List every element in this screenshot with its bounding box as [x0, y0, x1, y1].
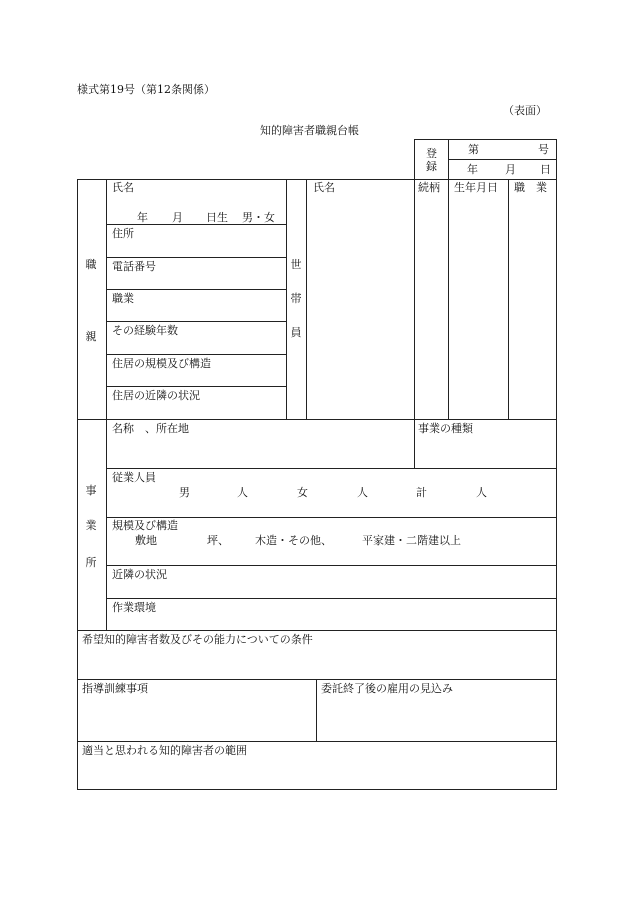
work-environment-label: 作業環境: [112, 601, 156, 614]
household-char-3: 員: [290, 326, 302, 339]
floors-label: 平家建・二階建以上: [362, 534, 461, 547]
registration-day: 日: [540, 163, 551, 176]
suitable-range-label: 適当と思われる知的障害者の範囲: [82, 744, 247, 757]
page-title: 知的障害者職親台帳: [260, 124, 359, 137]
wooden-label: 木造・その他、: [255, 534, 332, 547]
employees-male-unit: 人: [237, 486, 248, 499]
household-relation-header: 続柄: [418, 181, 440, 194]
occupation-label: 職業: [112, 292, 134, 305]
experience-label: その経験年数: [112, 324, 178, 337]
household-occupation-header: 職 業: [514, 181, 547, 194]
shokushin-char-2: 親: [85, 330, 97, 343]
business-char-2: 業: [85, 519, 97, 532]
housing-label: 住居の規模及び構造: [112, 357, 211, 370]
employees-label: 従業人員: [112, 471, 156, 484]
birth-month-label: 月: [172, 211, 183, 224]
shokushin-char-1: 職: [85, 258, 97, 271]
business-name-address-label: 名称 、所在地: [112, 422, 189, 435]
business-neighborhood-label: 近隣の状況: [112, 568, 167, 581]
household-char-1: 世: [290, 258, 302, 271]
business-char-3: 所: [85, 556, 97, 569]
registration-month: 月: [505, 163, 516, 176]
employees-female-unit: 人: [357, 486, 368, 499]
registration-number-suffix: 号: [538, 143, 549, 156]
employees-total: 計: [416, 486, 427, 499]
registration-number-prefix: 第: [468, 143, 479, 156]
household-char-2: 帯: [290, 292, 302, 305]
household-birthdate-header: 生年月日: [454, 181, 498, 194]
registration-label-top: 登: [426, 147, 437, 160]
conditions-label: 希望知的障害者数及びその能力についての条件: [82, 633, 313, 646]
scale-structure-label: 規模及び構造: [112, 519, 178, 532]
employees-total-unit: 人: [476, 486, 487, 499]
training-label: 指導訓練事項: [82, 682, 148, 695]
sex-label: 男・女: [242, 211, 275, 224]
business-type-label: 事業の種類: [418, 422, 473, 435]
registration-year: 年: [467, 163, 478, 176]
registration-label-bottom: 録: [426, 160, 437, 173]
business-char-1: 事: [85, 484, 97, 497]
phone-label: 電話番号: [112, 260, 156, 273]
site-label: 敷地: [135, 534, 157, 547]
employment-outlook-label: 委託終了後の雇用の見込み: [321, 682, 453, 695]
household-name-header: 氏名: [313, 181, 335, 194]
birth-day-label: 日生: [206, 211, 228, 224]
form-number: 様式第19号（第12条関係）: [77, 83, 215, 96]
employees-male: 男: [179, 486, 190, 499]
tsubo-label: 坪、: [207, 534, 229, 547]
employees-female: 女: [297, 486, 308, 499]
home-neighborhood-label: 住居の近隣の状況: [112, 389, 200, 402]
front-side-label: （表面）: [503, 104, 547, 117]
shokushin-name-label: 氏名: [112, 181, 134, 194]
birth-year-label: 年: [137, 211, 148, 224]
address-label: 住所: [112, 227, 134, 240]
